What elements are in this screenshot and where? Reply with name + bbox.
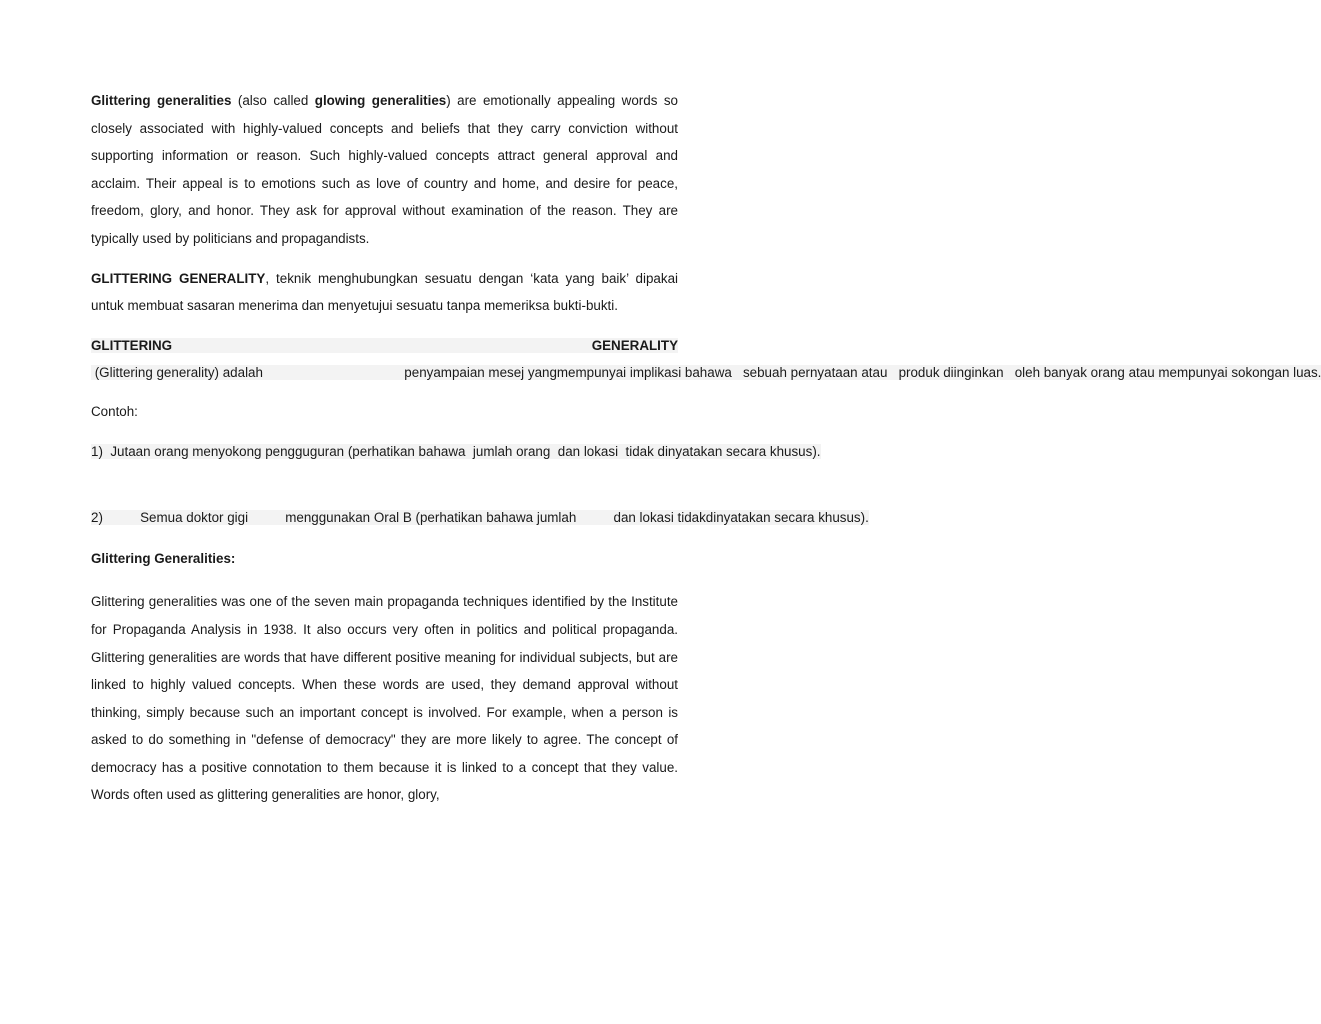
intro-text-1: (also called — [231, 93, 315, 108]
definition-paragraph-1 — [91, 265, 678, 320]
example-heading: Contoh: — [91, 403, 138, 419]
definition-paragraph-2 — [91, 332, 1321, 387]
section-heading — [91, 545, 678, 573]
intro-text-2: ) are emotionally appealing words so closely associated with highly-valued concepts and beliefs that they carry conviction without supporting information or reason. Such highly-valued concepts attract general approval and acclaim. Their appeal is to emotions such as love of country and home, and desire for peace, freedom, glory, and honor. They ask for approval without examination of the reason. They are typically used by politicians and propagandists. — [91, 93, 678, 246]
term-glowing-generalities: glowing generalities — [314, 93, 447, 108]
definition-text-1: , teknik menghubungkan sesuatu dengan ‘kata yang baik’ dipakai untuk membuat sasaran menerima dan menyetujui sesuatu tanpa memeriksa bukti-bukti. — [91, 270, 678, 314]
example-1-text: 1) Jutaan orang menyokong pengguguran (perhatikan bahawa jumlah orang dan lokasi tidak dinyatakan secara khusus). — [91, 443, 821, 459]
document-body — [91, 87, 1321, 809]
body-paragraph: Glittering generalities was one of the seven main propaganda techniques identified by the Institute for Propaganda Analysis in 1938. It also occurs very often in politics and political propaganda. Glittering generalities are words that have different positive meaning for individual subjects, but are linked to highly valued concepts. When these words are used, they demand approval without thinking, simply because such an important concept is involved. For example, when a person is asked to do something in "defense of democracy" they are more likely to agree. The concept of democracy has a positive connotation to them because it is linked to a concept that they value. Words often used as glittering generalities are honor, glory, — [91, 594, 678, 803]
term-glittering-generality-1: GLITTERING GENERALITY — [91, 270, 266, 286]
section-heading-text: Glittering Generalities: — [91, 550, 236, 566]
example-2-text: 2) Semua doktor gigi menggunakan Oral B (perhatikan bahawa jumlah dan lokasi tidakdinyatakan secara khusus). — [91, 510, 869, 526]
example-2 — [91, 504, 869, 532]
term-glittering-generality-2: GLITTERING GENERALITY — [91, 337, 678, 353]
example-1 — [91, 438, 821, 466]
intro-paragraph — [91, 87, 678, 253]
term-glittering-generalities: Glittering generalities — [91, 93, 232, 108]
definition-text-2: (Glittering generality) adalah penyampaian mesej yangmempunyai implikasi bahawa sebuah pernyataan atau produk diinginkan oleh banyak orang atau mempunyai sokongan luas. — [91, 365, 1321, 381]
